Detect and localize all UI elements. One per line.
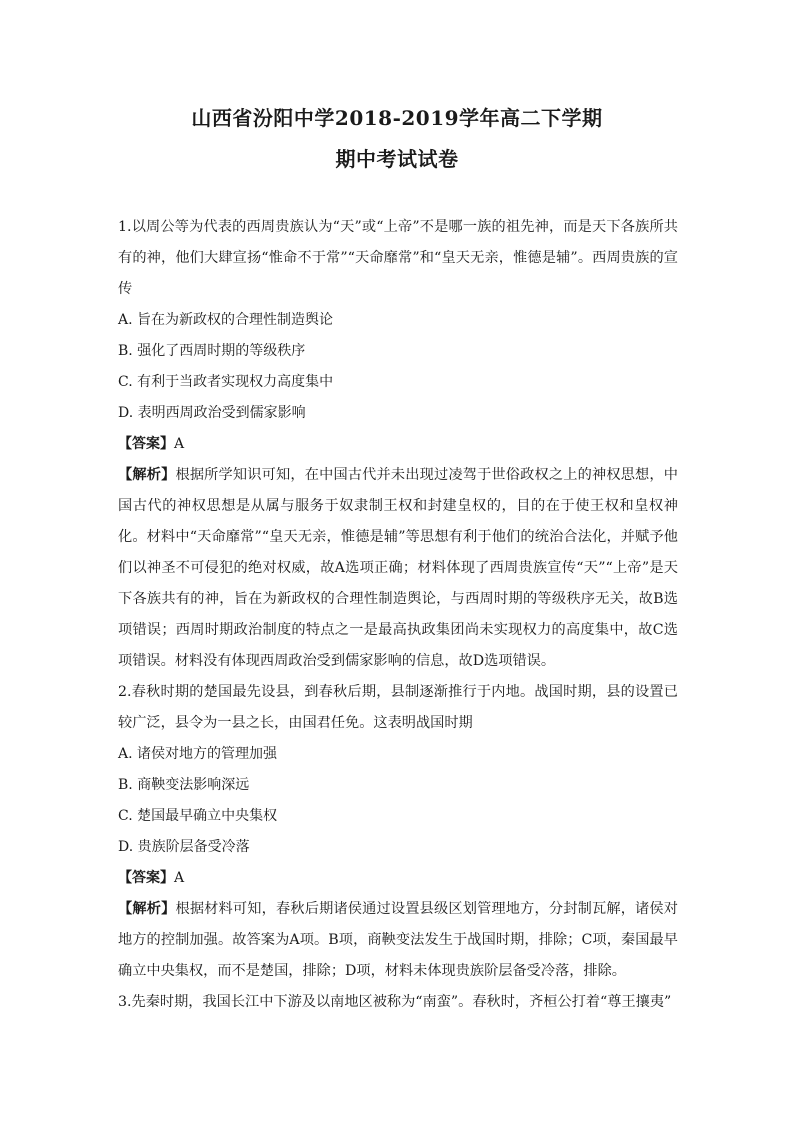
explanation-label: 【解析】 [118,901,176,917]
answer-label: 【答案】 [118,436,174,452]
explanation [118,894,678,987]
answer-value: A [174,436,185,452]
question-1 [118,212,678,677]
option-c: C. 楚国最早确立中央集权 [118,808,278,824]
option-c: C. 有利于当政者实现权力高度集中 [118,374,334,390]
question-stem: 1.以周公等为代表的西周贵族认为“天”或“上帝”不是哪一族的祖先神，而是天下各族所共有的神，他们大肆宣扬“惟命不于常”“天命靡常”和“皇天无亲，惟德是辅”。西周贵族的宣传 [118,219,678,297]
explanation-text: 根据材料可知，春秋后期诸侯通过设置县级区划管理地方，分封制瓦解，诸侯对地方的控制加强。故答案为A项。B项，商鞅变法发生于战国时期，排除；C项，秦国最早确立中央集权，而不是楚国，排除；D项，材料未体现贵族阶层备受冷落，排除。 [118,901,678,979]
explanation-label: 【解析】 [118,467,176,483]
question-list [118,212,678,1018]
answer-value: A [174,870,185,886]
answer-label: 【答案】 [118,870,174,886]
option-b: B. 强化了西周时期的等级秩序 [118,343,306,359]
option-a: A. 诸侯对地方的管理加强 [118,746,278,762]
option-d: D. 贵族阶层备受冷落 [118,839,250,855]
option-b: B. 商鞅变法影响深远 [118,777,250,793]
option-a: A. 旨在为新政权的合理性制造舆论 [118,312,334,328]
explanation [118,460,678,677]
question-stem: 2.春秋时期的楚国最先设县，到春秋后期，县制逐渐推行于内地。战国时期，县的设置已较广泛，县令为一县之长，由国君任免。这表明战国时期 [118,684,678,731]
question-3 [118,987,678,1018]
question-2 [118,677,678,987]
answer [118,863,678,894]
question-stem: 3.先秦时期，我国长江中下游及以南地区被称为“南蛮”。春秋时，齐桓公打着“尊王攘夷” [118,994,672,1010]
explanation-text: 根据所学知识可知，在中国古代并未出现过凌驾于世俗政权之上的神权思想，中国古代的神权思想是从属与服务于奴隶制王权和封建皇权的，目的在于使王权和皇权神化。材料中“天命靡常”“皇天无亲，惟德是辅”等思想有利于他们的统治合法化，并赋予他们以神圣不可侵犯的绝对权威，故A选项正确；材料体现了西周贵族宣传“天”“上帝”是天下各族共有的神，旨在为新政权的合理性制造舆论，与西周时期的等级秩序无关，故B选项错误；西周时期政治制度的特点之一是最高执政集团尚未实现权力的高度集中，故C选项错误。材料没有体现西周政治受到儒家影响的信息，故D选项错误。 [118,467,678,669]
option-d: D. 表明西周政治受到儒家影响 [118,405,306,421]
document-subtitle: 期中考试试卷 [335,147,459,171]
document-title: 山西省汾阳中学2018-2019学年高二下学期 [191,106,603,130]
answer [118,429,678,460]
